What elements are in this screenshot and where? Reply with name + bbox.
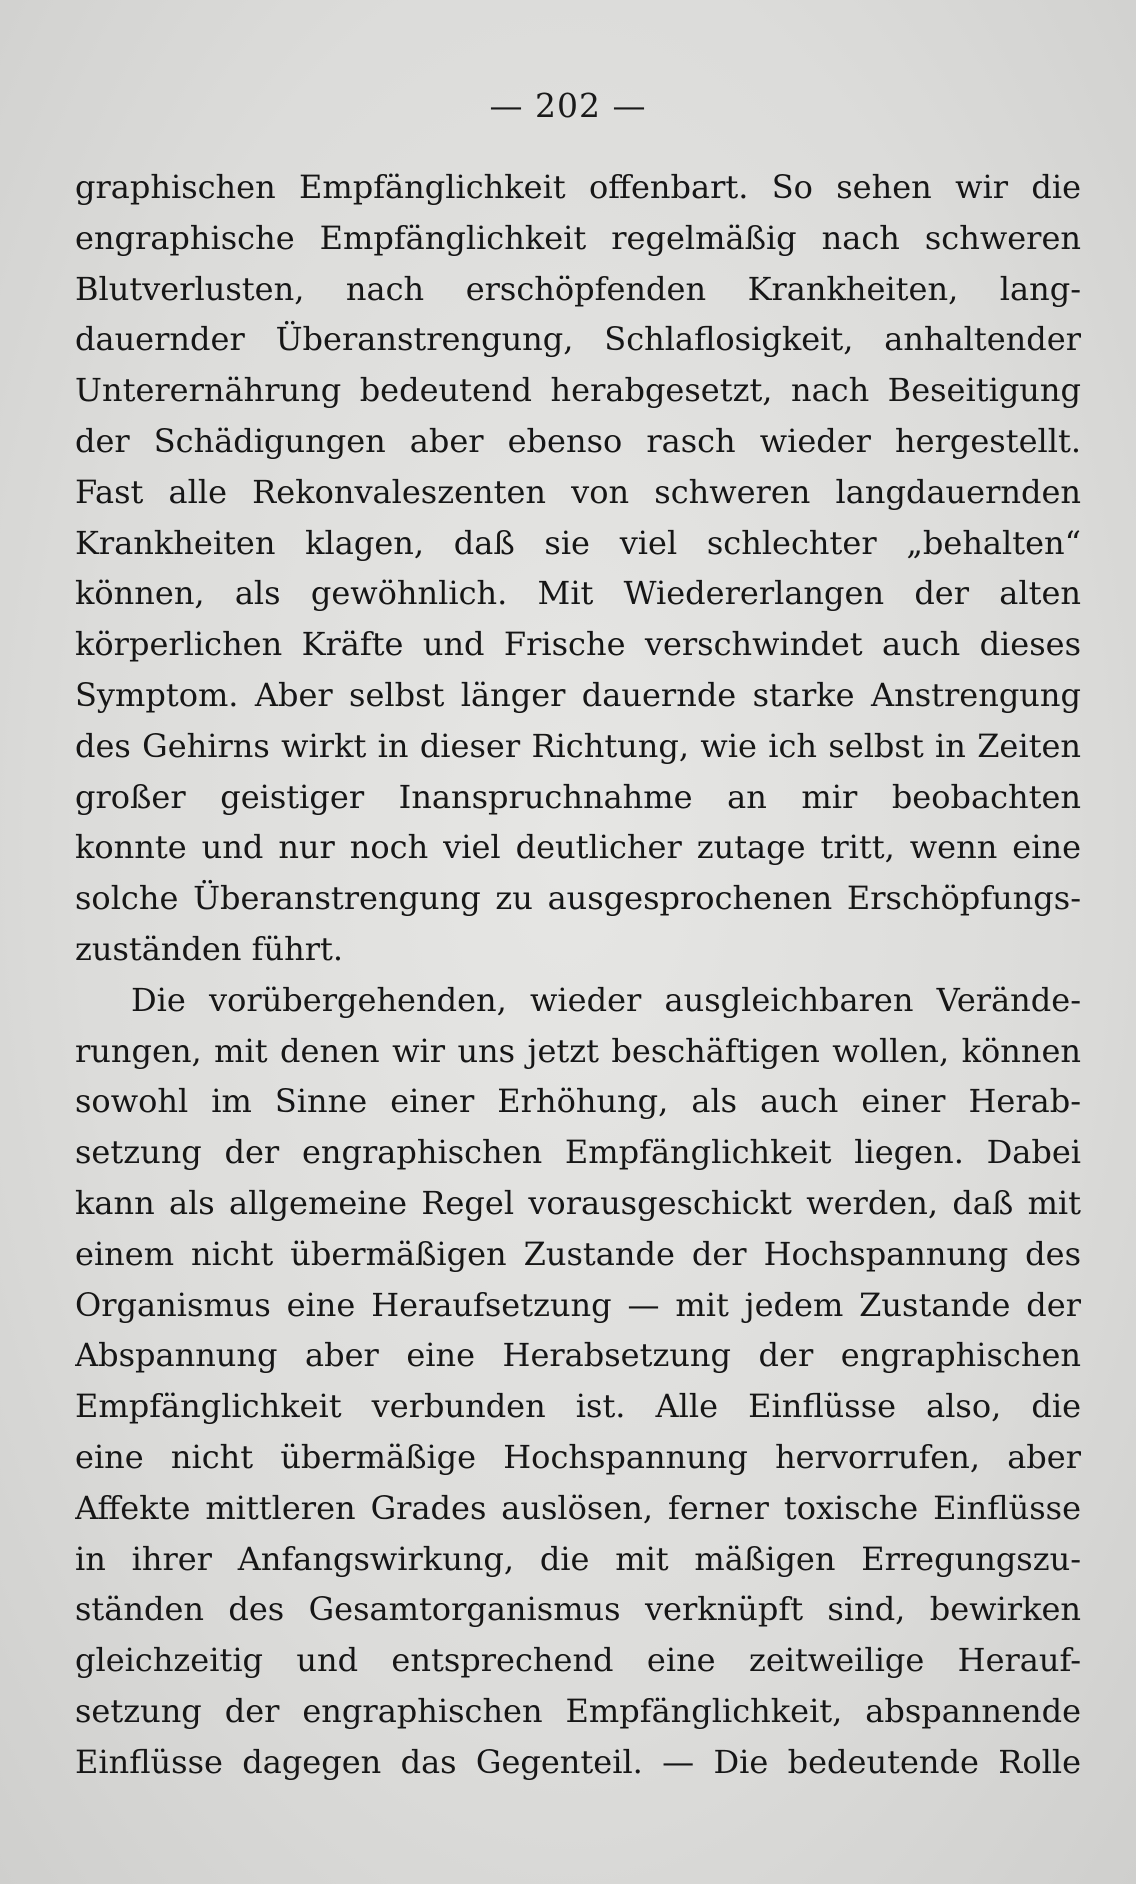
text-line: Organismus eine Heraufsetzung — mit jedem Zustande der [75, 1285, 1081, 1324]
text-line: Symptom. Aber selbst länger dauernde starke Anstrengung [75, 675, 1081, 714]
text-line: engraphische Empfänglichkeit regelmäßig nach schweren [75, 218, 1081, 257]
text-line: ständen des Gesamtorganismus verknüpft sind, bewirken [75, 1590, 1081, 1629]
text-line: setzung der engraphischen Empfänglichkeit, abspannende [75, 1691, 1081, 1730]
text-line: des Gehirns wirkt in dieser Richtung, wie ich selbst in Zeiten [75, 726, 1081, 765]
text-line: gleichzeitig und entsprechend eine zeitweilige Herauf- [75, 1641, 1081, 1680]
page-number: — 202 — [489, 86, 647, 125]
text-line: graphischen Empfänglichkeit offenbart. So sehen wir die [75, 168, 1081, 206]
text-line: Fast alle Rekonvaleszenten von schweren langdauernden [75, 472, 1081, 511]
text-line: kann als allgemeine Regel vorausgeschickt werden, daß mit [75, 1183, 1081, 1222]
text-line: rungen, mit denen wir uns jetzt beschäftigen wollen, können [75, 1031, 1081, 1070]
text-line: Empfänglichkeit verbunden ist. Alle Einflüsse also, die [75, 1387, 1081, 1426]
text-line: konnte und nur noch viel deutlicher zutage tritt, wenn eine [75, 828, 1081, 867]
text-line: einem nicht übermäßigen Zustande der Hochspannung des [75, 1234, 1081, 1273]
text-line: dauernder Überanstrengung, Schlaflosigkeit, anhaltender [75, 320, 1081, 359]
paragraph-2 [75, 975, 1081, 1788]
body-text [75, 162, 1081, 1788]
text-line: zuständen führt. [75, 929, 344, 968]
text-line: Blutverlusten, nach erschöpfenden Krankheiten, lang- [75, 269, 1081, 308]
text-line: Die vorübergehenden, wieder ausgleichbaren Verände- [131, 980, 1081, 1019]
text-line: können, als gewöhnlich. Mit Wiedererlangen der alten [75, 574, 1081, 613]
paragraph-1 [75, 162, 1081, 975]
text-line: setzung der engraphischen Empfänglichkeit liegen. Dabei [75, 1133, 1081, 1172]
text-line: sowohl im Sinne einer Erhöhung, als auch einer Herab- [75, 1082, 1081, 1121]
text-line: Krankheiten klagen, daß sie viel schlechter „behalten“ [75, 523, 1081, 562]
text-line: der Schädigungen aber ebenso rasch wieder hergestellt. [75, 421, 1081, 460]
text-line: Abspannung aber eine Herabsetzung der engraphischen [75, 1336, 1081, 1375]
text-line: körperlichen Kräfte und Frische verschwindet auch dieses [75, 625, 1081, 664]
text-line: großer geistiger Inanspruchnahme an mir beobachten [75, 777, 1081, 816]
text-line: Unterernährung bedeutend herabgesetzt, nach Beseitigung [75, 371, 1081, 410]
text-line: solche Überanstrengung zu ausgesprochenen Erschöpfungs- [75, 879, 1081, 918]
text-line: Einflüsse dagegen das Gegenteil. — Die bedeutende Rolle [75, 1742, 1081, 1781]
text-line: eine nicht übermäßige Hochspannung hervorrufen, aber [75, 1437, 1081, 1476]
text-line: in ihrer Anfangswirkung, die mit mäßigen Erregungszu- [75, 1539, 1081, 1578]
text-line: Affekte mittleren Grades auslösen, ferner toxische Einflüsse [75, 1488, 1081, 1527]
